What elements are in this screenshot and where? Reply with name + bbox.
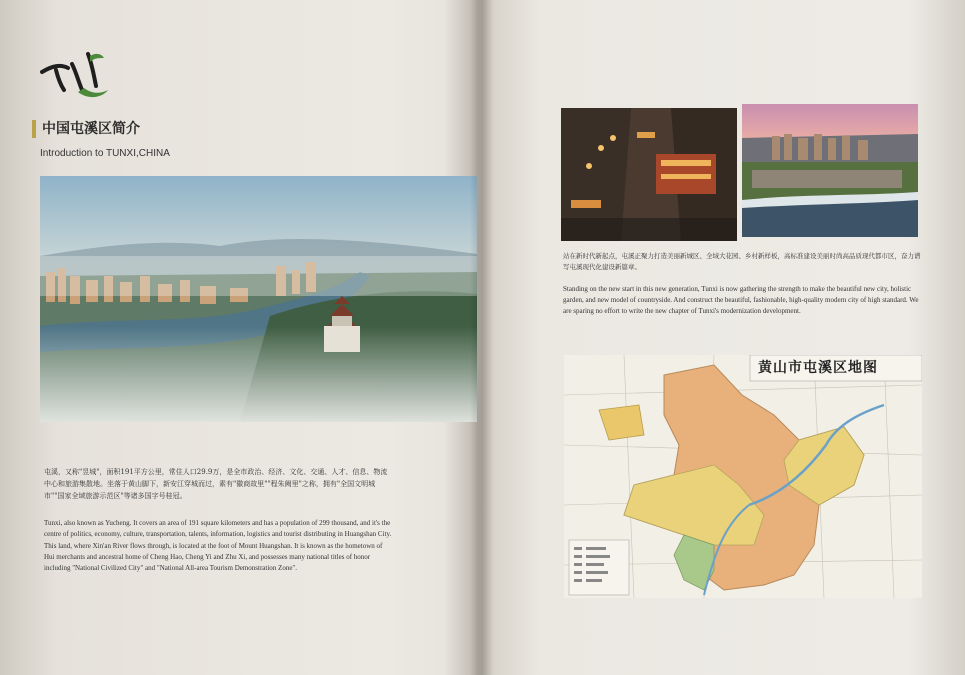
tunxi-district-map: [564, 355, 922, 598]
title-english: Introduction to TUNXI,CHINA: [40, 148, 170, 159]
tunxi-logo-icon: [38, 50, 110, 102]
vision-chinese-text: 站在新时代新起点，屯溪正聚力打造美丽新城区、全域大花园、乡村新样板，高标准建设美丽时尚高品质现代都市区，奋力谱写屯溪现代化建设新篇章。: [563, 252, 921, 271]
vision-english-text: Standing on the new start in this new generation, Tunxi is now gathering the strength to make the beautiful new city, holistic garden, and new model of countryside. And construct the beautiful, fashionable, high-quality modern city of high standard. We are sparing no effort to write the new chapter of Tunxi's modernization development.: [563, 285, 919, 316]
old-street-night-photo: [561, 108, 737, 241]
title-accent-bar: [32, 120, 36, 138]
tunxi-aerial-photo: [40, 176, 477, 422]
map-title: 黄山市屯溪区地图: [758, 360, 878, 376]
left-page: [0, 0, 482, 675]
title-chinese: 中国屯溪区简介: [42, 121, 140, 137]
new-city-photo: [742, 104, 918, 237]
intro-english-text: Tunxi, also known as Yucheng. It covers an area of 191 square kilometers and has a population of 299 thousand, and it's the centre of politics, economy, culture, transportation, talents, information, logistics and tourist distributing in Huangshan City. This land, where Xin'an River flows through, is located at the foot of Mount Huangshan. It is known as the hometown of Hui merchants and ancestral home of Cheng Hao, Cheng Yi and Zhu Xi, and possesses many national titles of honor including "National Civilized City" and "National All-area Tourism Demonstration Zone".: [44, 519, 392, 573]
intro-chinese-text: 屯溪，又称"昱城"，面积191平方公里，常住人口29.9万，是全市政治、经济、文化、交通、人才、信息、物流中心和旅游集散地。坐落于黄山脚下，新安江穿城而过，素有"徽商故里""程朱阙里"之称，拥有"全国文明城市""国家全域旅游示范区"等诸多国字号桂冠。: [44, 468, 388, 500]
